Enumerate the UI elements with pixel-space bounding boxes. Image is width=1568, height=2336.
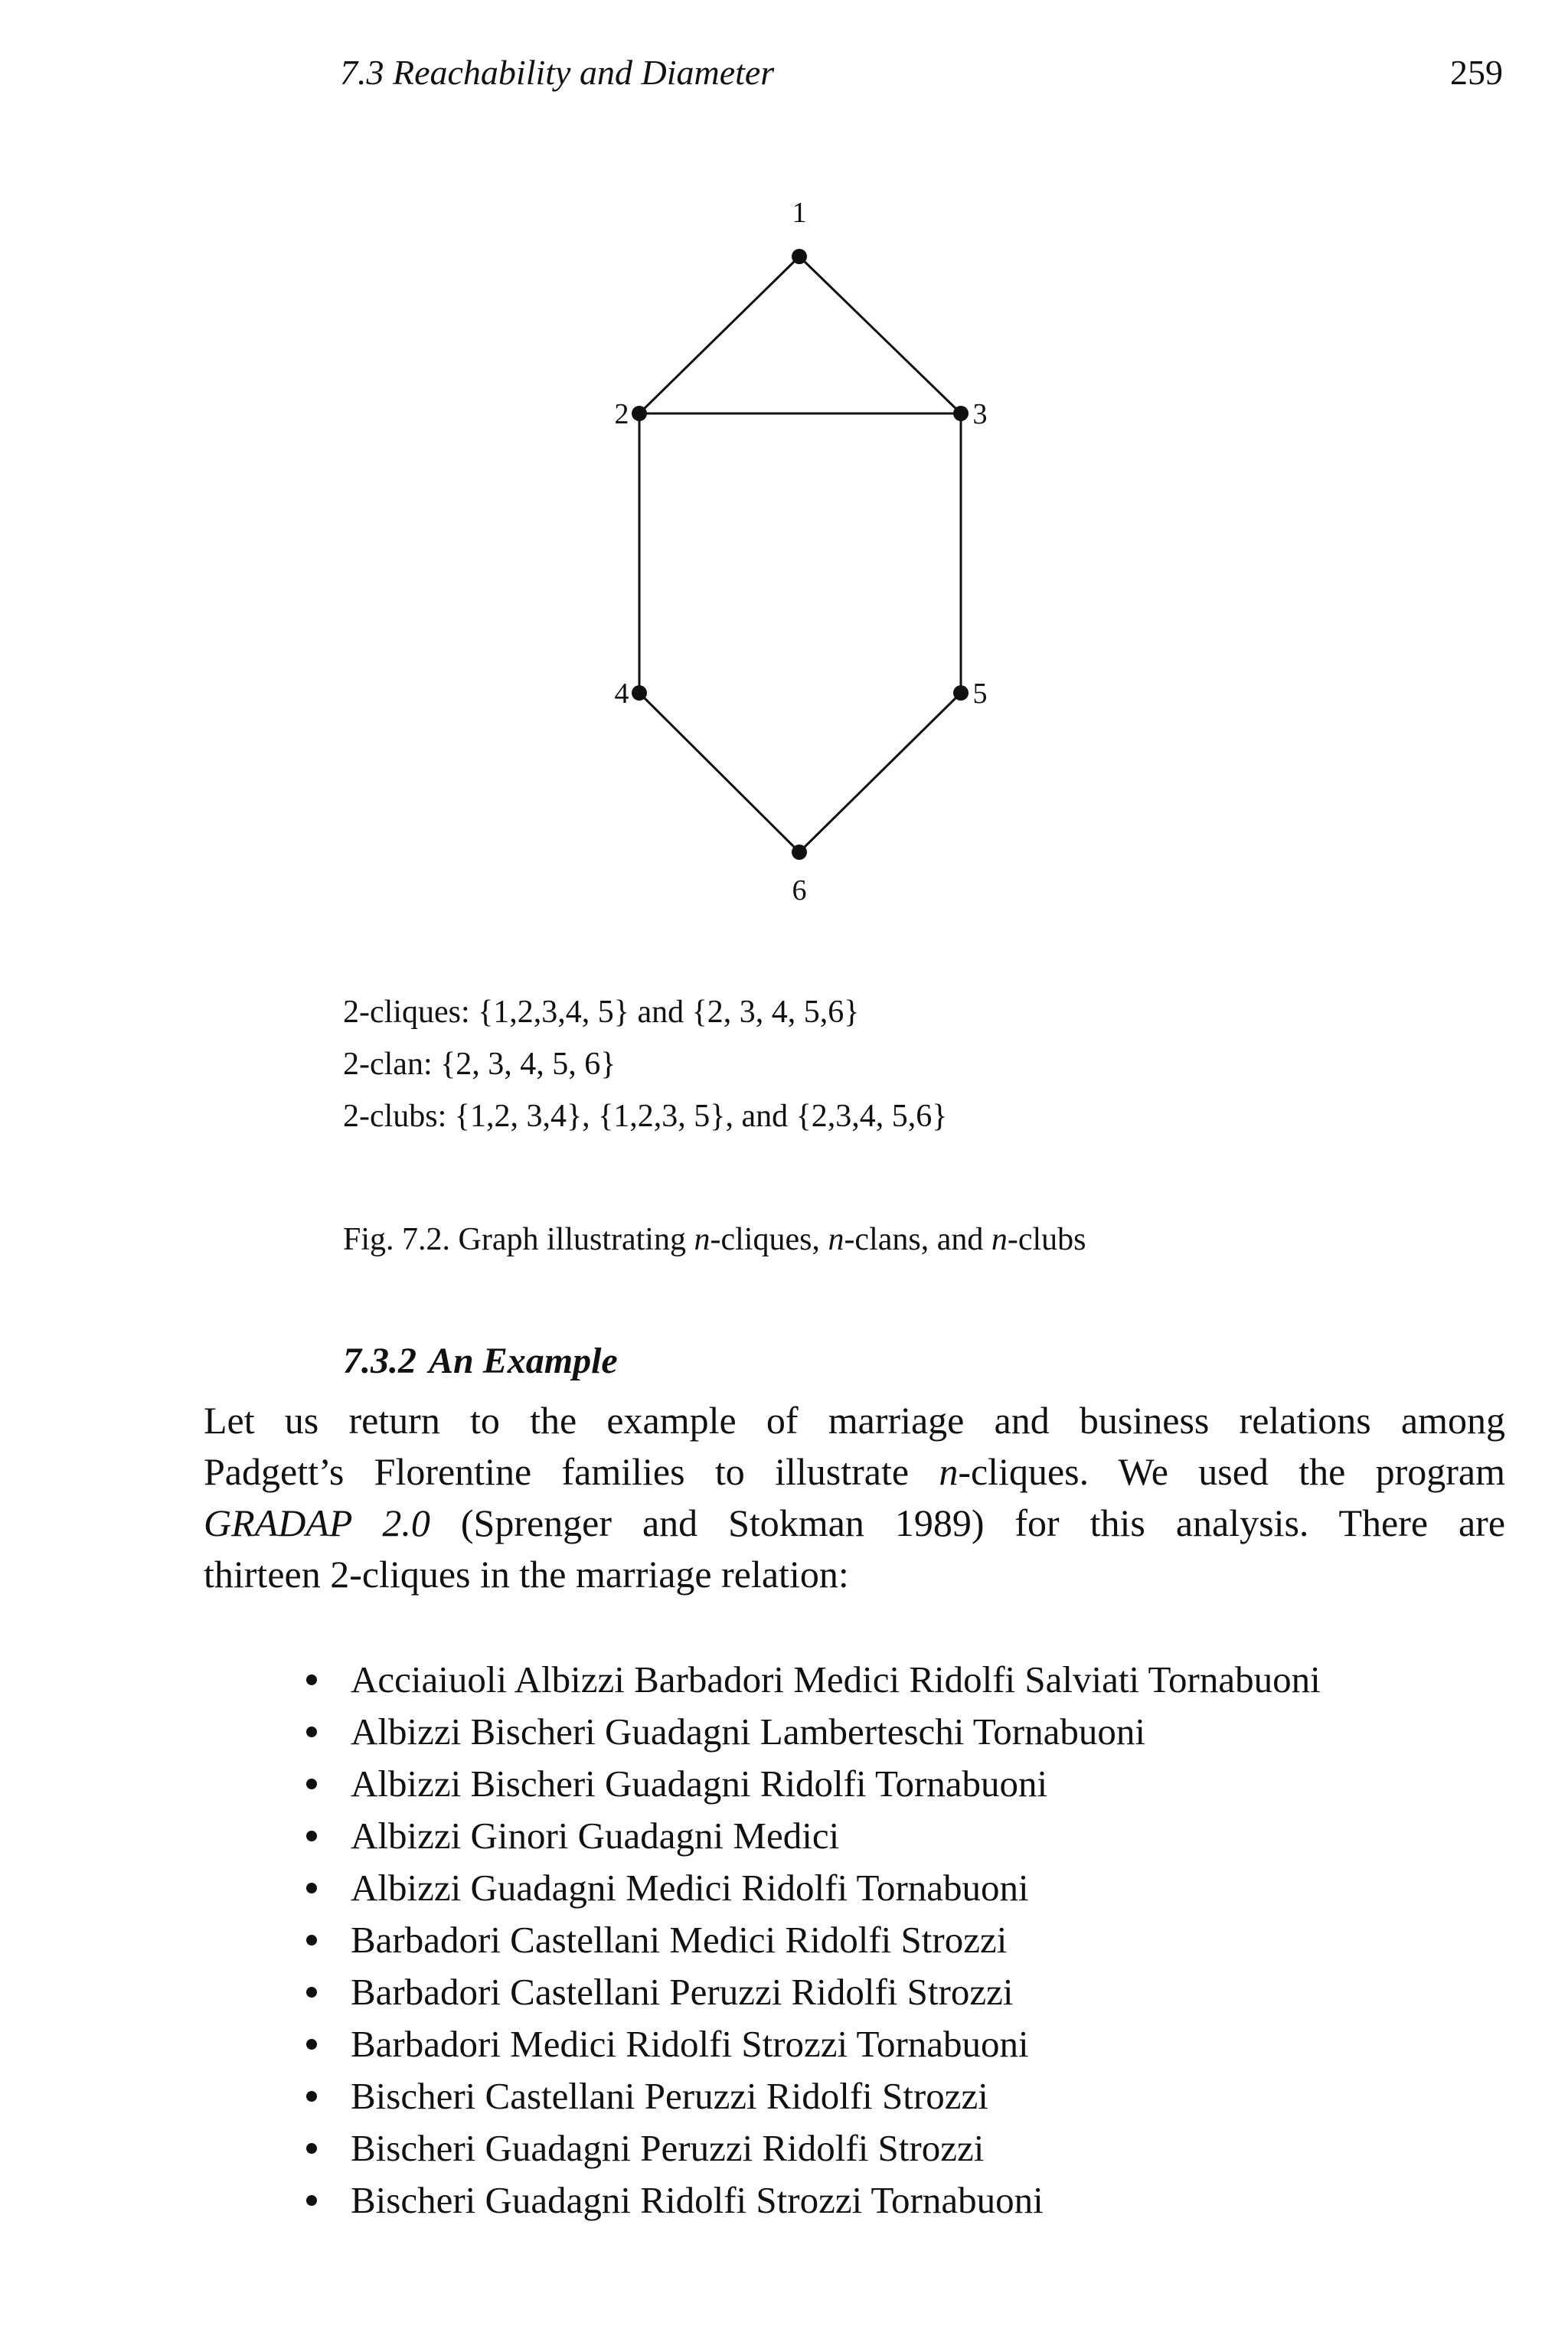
- caption-n-1: n: [694, 1222, 710, 1257]
- program-name: GRADAP 2.0: [204, 1501, 430, 1544]
- caption-n-2: n: [828, 1222, 844, 1257]
- section-number: 7.3.2: [343, 1341, 416, 1381]
- list-item: [306, 1758, 1321, 1810]
- section-heading: [343, 1340, 618, 1382]
- list-item: [306, 1966, 1321, 2018]
- list-item: [306, 1706, 1321, 1758]
- legend-2-clan: 2-clan: {2, 3, 4, 5, 6}: [343, 1047, 616, 1082]
- list-item-text: Barbadori Castellani Medici Ridolfi Strozzi: [351, 1919, 1008, 1961]
- legend-2-cliques: 2-cliques: {1,2,3,4, 5} and {2, 3, 4, 5,6}: [343, 995, 860, 1030]
- paragraph-line-2-n: n: [939, 1450, 959, 1493]
- paragraph-line-2-b: -cliques. We used the program: [958, 1450, 1505, 1493]
- caption-text-1: -cliques,: [710, 1222, 828, 1257]
- list-item: [306, 1810, 1321, 1862]
- bullet-icon: [306, 2195, 317, 2206]
- body-paragraph: [204, 1395, 1505, 1600]
- list-item-text: Albizzi Bischeri Guadagni Ridolfi Tornabuoni: [351, 1763, 1048, 1805]
- list-item: [306, 2174, 1321, 2227]
- node-label-4: 4: [614, 678, 629, 710]
- caption-text-2: -clans, and: [844, 1222, 991, 1257]
- edge-4-6: [639, 693, 799, 852]
- clique-list: [306, 1654, 1321, 2227]
- paragraph-line-3-b: (Sprenger and Stokman 1989) for this analysis. There are: [430, 1501, 1506, 1544]
- section-title: An Example: [429, 1341, 618, 1381]
- bullet-icon: [306, 2091, 317, 2102]
- legend-2-clubs: 2-clubs: {1,2, 3,4}, {1,2,3, 5}, and {2,3,4, 5,6}: [343, 1099, 948, 1134]
- list-item: [306, 2070, 1321, 2122]
- paragraph-line-1: Let us return to the example of marriage and business relations among: [204, 1399, 1505, 1442]
- node-label-1: 1: [792, 197, 807, 229]
- node-2: [632, 406, 647, 421]
- node-5: [953, 685, 969, 701]
- graph-figure: [567, 184, 1102, 919]
- edge-1-2: [639, 256, 799, 413]
- figure-legend: [343, 986, 947, 1142]
- bullet-icon: [306, 1779, 317, 1789]
- node-3: [953, 406, 969, 421]
- node-label-2: 2: [614, 398, 629, 430]
- list-item-text: Barbadori Castellani Peruzzi Ridolfi Strozzi: [351, 1971, 1014, 2013]
- paragraph-line-3: [204, 1498, 1505, 1549]
- figure-caption: [343, 1221, 1086, 1258]
- bullet-icon: [306, 1987, 317, 1998]
- list-item-text: Albizzi Guadagni Medici Ridolfi Tornabuoni: [351, 1867, 1029, 1909]
- node-6: [792, 845, 807, 860]
- edge-1-3: [799, 256, 961, 413]
- node-label-5: 5: [972, 678, 988, 710]
- paragraph-line-2-a: Padgett’s Florentine families to illustrate: [204, 1450, 939, 1493]
- list-item-text: Acciaiuoli Albizzi Barbadori Medici Ridolfi Salviati Tornabuoni: [351, 1658, 1321, 1701]
- list-item-text: Barbadori Medici Ridolfi Strozzi Tornabuoni: [351, 2023, 1029, 2065]
- bullet-icon: [306, 2143, 317, 2154]
- list-item: [306, 1654, 1321, 1706]
- node-label-3: 3: [972, 398, 988, 430]
- list-item: [306, 2018, 1321, 2070]
- caption-prefix: Fig. 7.2. Graph illustrating: [343, 1222, 694, 1257]
- bullet-icon: [306, 1935, 317, 1946]
- node-4: [632, 685, 647, 701]
- bullet-icon: [306, 1674, 317, 1685]
- list-item: [306, 2122, 1321, 2174]
- page-number: 259: [1450, 53, 1503, 92]
- bullet-icon: [306, 1831, 317, 1841]
- list-item: [306, 1862, 1321, 1914]
- list-item-text: Bischeri Castellani Peruzzi Ridolfi Strozzi: [351, 2075, 988, 2117]
- node-1: [792, 249, 807, 264]
- caption-n-3: n: [991, 1222, 1008, 1257]
- node-label-6: 6: [792, 874, 807, 907]
- bullet-icon: [306, 1883, 317, 1893]
- list-item-text: Bischeri Guadagni Peruzzi Ridolfi Strozzi: [351, 2127, 985, 2169]
- bullet-icon: [306, 1727, 317, 1737]
- running-head: 7.3 Reachability and Diameter: [340, 53, 775, 92]
- list-item: [306, 1914, 1321, 1966]
- caption-text-3: -clubs: [1007, 1222, 1086, 1257]
- paragraph-line-2: [204, 1446, 1505, 1498]
- list-item-text: Bischeri Guadagni Ridolfi Strozzi Tornabuoni: [351, 2179, 1044, 2221]
- bullet-icon: [306, 2039, 317, 2050]
- list-item-text: Albizzi Ginori Guadagni Medici: [351, 1815, 840, 1857]
- edge-5-6: [799, 693, 961, 852]
- list-item-text: Albizzi Bischeri Guadagni Lamberteschi Tornabuoni: [351, 1710, 1145, 1753]
- paragraph-line-4: thirteen 2-cliques in the marriage relation:: [204, 1553, 849, 1596]
